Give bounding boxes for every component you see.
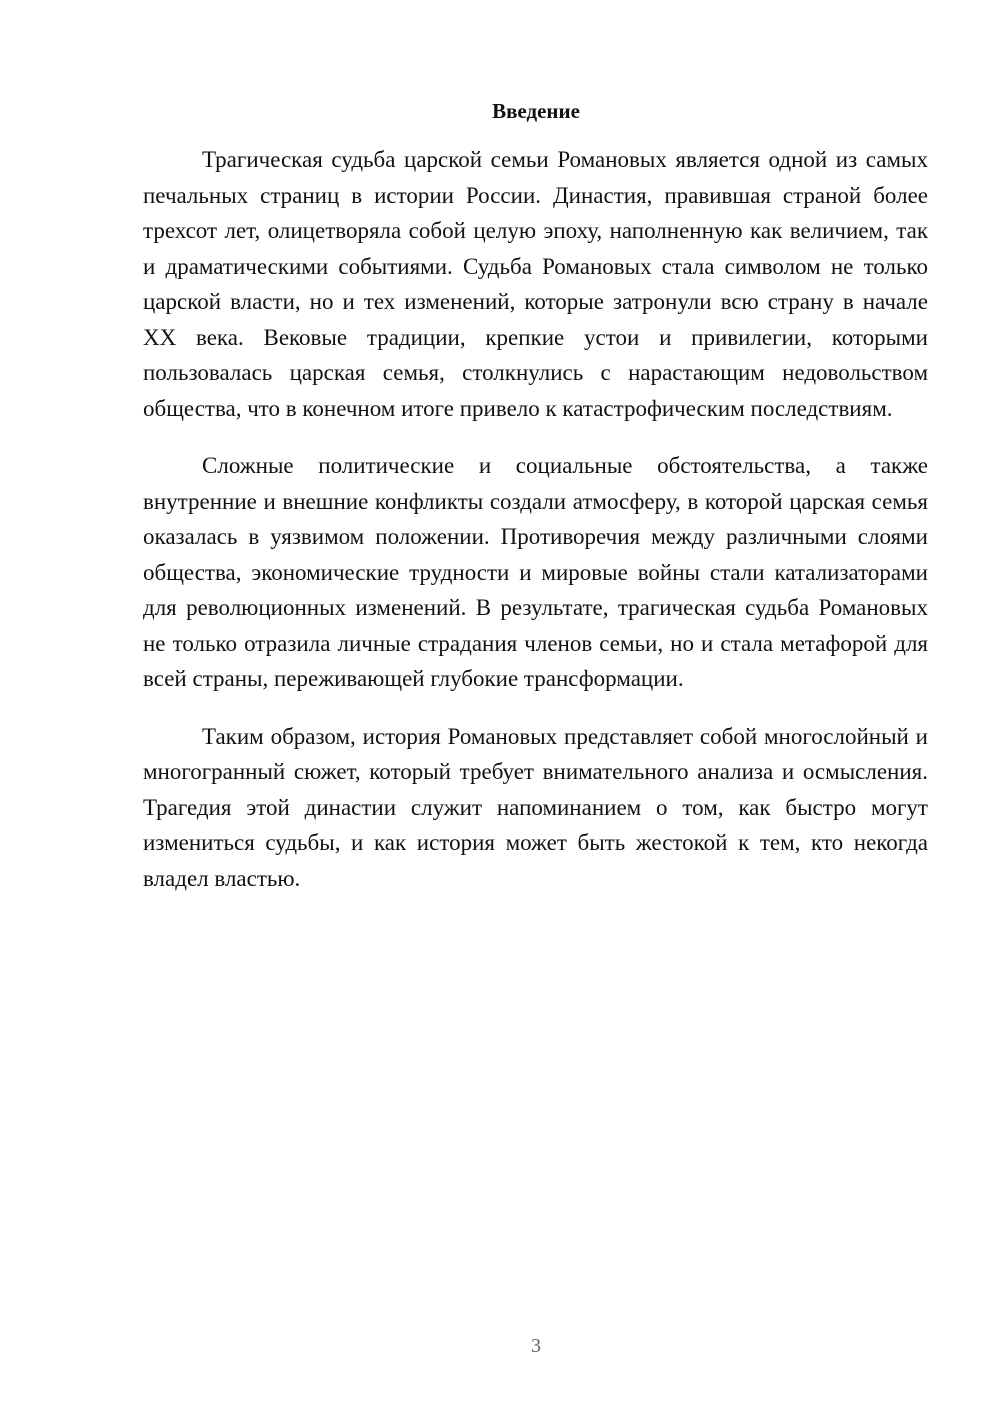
body-text <box>143 142 928 918</box>
paragraph-2: Сложные политические и социальные обстоятельства, а также внутренние и внешние конфликты создали атмосферу, в которой царская семья оказалась в уязвимом положении. Противоречия между различными слоями общества, экономические трудности и мировые войны стали катализаторами для революционных изменений. В результате, трагическая судьба Романовых не только отразила личные страдания членов семьи, но и стала метафорой для всей страны, переживающей глубокие трансформации. <box>143 453 928 691</box>
paragraph-1: Трагическая судьба царской семьи Романовых является одной из самых печальных страниц в истории России. Династия, правившая страной более трехсот лет, олицетворяла собой целую эпоху, наполненную как величием, так и драматическими событиями. Судьба Романовых стала символом не только царской власти, но и тех изменений, которые затронули всю страну в начале XX века. Вековые традиции, крепкие устои и привилегии, которыми пользовалась царская семья, столкнулись с нарастающим недовольством общества, что в конечном итоге привело к катастрофическим последствиям. <box>143 147 928 421</box>
page-number: 3 <box>531 1335 541 1357</box>
paragraph-3: Таким образом, история Романовых представляет собой многослойный и многогранный сюжет, который требует внимательного анализа и осмысления. Трагедия этой династии служит напоминанием о том, как быстро могут измениться судьбы, и как история может быть жестокой к тем, кто некогда владел властью. <box>143 723 928 891</box>
section-heading: Введение <box>492 99 580 123</box>
